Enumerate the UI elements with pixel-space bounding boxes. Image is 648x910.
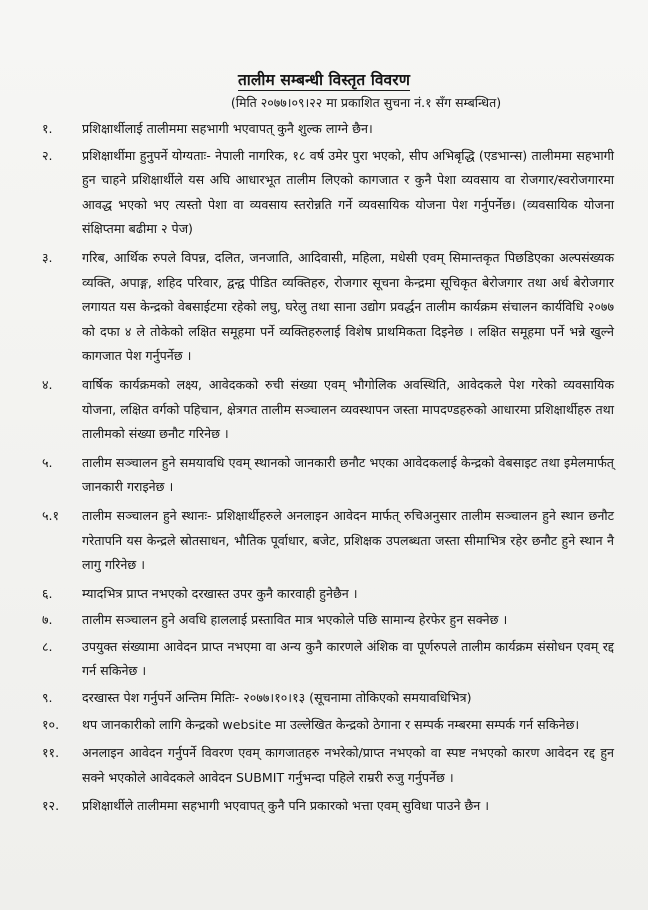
item-text: उपयुक्त संख्यामा आवेदन प्राप्त नभएमा वा अन्य कुनै कारणले अंशिक वा पूर्णरुपले तालीम कार्यक्रम संसोधन एवम् रद्द गर्न सकिनेछ । bbox=[82, 638, 614, 679]
document-title bbox=[0, 68, 648, 90]
item-number: ८. bbox=[42, 638, 53, 654]
item-text: वार्षिक कार्यक्रमको लक्ष्य, आवेदकको रुची संख्या एवम् भौगोलिक अवस्थिति, आवेदकले पेश गरेको व्यवसायिक योजना, लक्षित वर्गको पहिचान, क्षेत्रगत तालीम सञ्चालन व्यवस्थापन जस्ता मापदण्डहरुको आधारमा प्रशिक्षार्थीहरु तथा तालीमको संख्या छनौट गरिनेछ । bbox=[82, 376, 614, 442]
item-number: ५. bbox=[42, 454, 53, 470]
list-item-2 bbox=[42, 144, 614, 242]
item-number: २. bbox=[42, 147, 53, 163]
item-number: १०. bbox=[42, 716, 60, 732]
item-text: दरखास्त पेश गर्नुपर्ने अन्तिम मितिः- २०७७।१०।१३ (सूचनामा तोकिएको समयावधिभित्र) bbox=[82, 690, 472, 706]
item-text: थप जानकारीको लागि केन्द्रको website मा उल्लेखित केन्द्रको ठेगाना र सम्पर्क नम्बरमा सम्पर्क गर्न सकिनेछ। bbox=[82, 716, 580, 732]
document-subtitle: (मिति २०७७।०९।२२ मा प्रकाशित सुचना नं.१ सँग सम्बन्धित) bbox=[230, 95, 502, 110]
list-item-5-1 bbox=[42, 504, 614, 578]
list-item-9 bbox=[42, 686, 614, 711]
item-list bbox=[42, 117, 614, 820]
item-number: ४. bbox=[42, 376, 53, 392]
list-item-5 bbox=[42, 451, 614, 500]
item-text: अनलाइन आवेदन गर्नुपर्ने विवरण एवम् कागजातहरु नभरेको/प्राप्त नभएको वा स्पष्ट नभएको कारण आवेदन रद्द हुन सक्ने भएकोले आवेदकले आवेदन SUBMIT गर्नुभन्दा पहिले राम्ररी रुजु गर्नुपर्नेछ । bbox=[82, 745, 614, 785]
item-number: १. bbox=[42, 121, 53, 136]
item-text: प्रशिक्षार्थीलाई तालीममा सहभागी भएवापत् कुनै शुल्क लाग्ने छैन। bbox=[82, 121, 373, 136]
item-text: प्रशिक्षार्थीले तालीममा सहभागी भएवापत् कुनै पनि प्रकारको भत्ता एवम् सुविधा पाउने छैन । bbox=[82, 798, 490, 814]
item-text: म्यादभित्र प्राप्त नभएको दरखास्त उपर कुनै कारवाही हुनेछैन । bbox=[82, 585, 358, 601]
list-item-11 bbox=[42, 741, 614, 790]
list-item-3 bbox=[42, 246, 614, 369]
item-text: प्रशिक्षार्थीमा हुनुपर्ने योग्यताः- नेपाली नागरिक, १८ वर्ष उमेर पुरा भएको, सीप अभिबृद्धि (एडभान्स) तालीममा सहभागी हुन चाहने प्रशिक्षार्थीले यस अघि आधारभूत तालीम लिएको कागजात र कुनै पेशा व्यवसाय वा रोजगार/स्वरोजगारमा आवद्ध भएको भए त्यस्तो पेशा वा व्यवसाय स्तरोन्नति गर्ने व्यवसायिक योजना पेश गर्नुपर्नेछ। (व्यवसायिक योजना संक्षिप्तमा बढीमा २ पेज) bbox=[82, 147, 614, 237]
item-text: तालीम सञ्चालन हुने अवधि हाललाई प्रस्तावित मात्र भएकोले पछि सामान्य हेरफेर हुन सक्नेछ । bbox=[82, 612, 508, 628]
list-item-10 bbox=[42, 713, 614, 738]
item-number: ६. bbox=[42, 585, 53, 601]
item-number: ५.१ bbox=[42, 507, 60, 523]
document-title-text: तालीम सम्बन्धी विस्तृत विवरण bbox=[237, 71, 411, 89]
list-item-1 bbox=[42, 117, 614, 142]
item-number: ७. bbox=[42, 612, 53, 628]
list-item-8 bbox=[42, 635, 614, 684]
list-item-12 bbox=[42, 794, 614, 819]
list-item-7 bbox=[42, 608, 614, 633]
item-text: गरिब, आर्थिक रुपले विपन्न, दलित, जनजाति, आदिवासी, महिला, मधेसी एवम् सिमान्तकृत पिछडिएका अल्पसंख्यक व्यक्ति, अपाङ्ग, शहिद परिवार, द्वन्द्व पीडित व्यक्तिहरु, रोजगार सूचना केन्द्रमा सूचिकृत बेरोजगार तथा अर्ध बेरोजगार लगायत यस केन्द्रको वेबसाईटमा रहेको लघु, घरेलु तथा साना उद्योग प्रवर्द्धन तालीम कार्यक्रम संचालन कार्यविधि २०७७ को दफा ४ ले तोकेको लक्षित समूहमा पर्ने व्यक्तिहरुलाई विशेष प्राथमिकता दिइनेछ । लक्षित समूहमा पर्ने भन्ने खुल्ने कागजात पेश गर्नुपर्नेछ । bbox=[82, 249, 614, 364]
item-text: तालीम सञ्चालन हुने समयावधि एवम् स्थानको जानकारी छनौट भएका आवेदकलाई केन्द्रको वेबसाइट तथा इमेलमार्फत् जानकारी गराइनेछ । bbox=[82, 454, 614, 495]
item-text: तालीम सञ्चालन हुने स्थानः- प्रशिक्षार्थीहरुले अनलाइन आवेदन मार्फत् रुचिअनुसार तालीम सञ्चालन हुने स्थान छनौट गरेतापनि यस केन्द्रले स्रोतसाधन, भौतिक पूर्वाधार, बजेट, प्रशिक्षक उपलब्धता जस्ता सीमाभित्र रहेर छनौट हुने स्थान नै लागु गरिनेछ । bbox=[82, 507, 614, 573]
item-number: ३. bbox=[42, 249, 53, 265]
item-number: ११. bbox=[42, 745, 60, 761]
list-item-4 bbox=[42, 373, 614, 447]
item-number: १२. bbox=[42, 798, 60, 814]
list-item-6 bbox=[42, 582, 614, 607]
item-number: ९. bbox=[42, 690, 53, 706]
